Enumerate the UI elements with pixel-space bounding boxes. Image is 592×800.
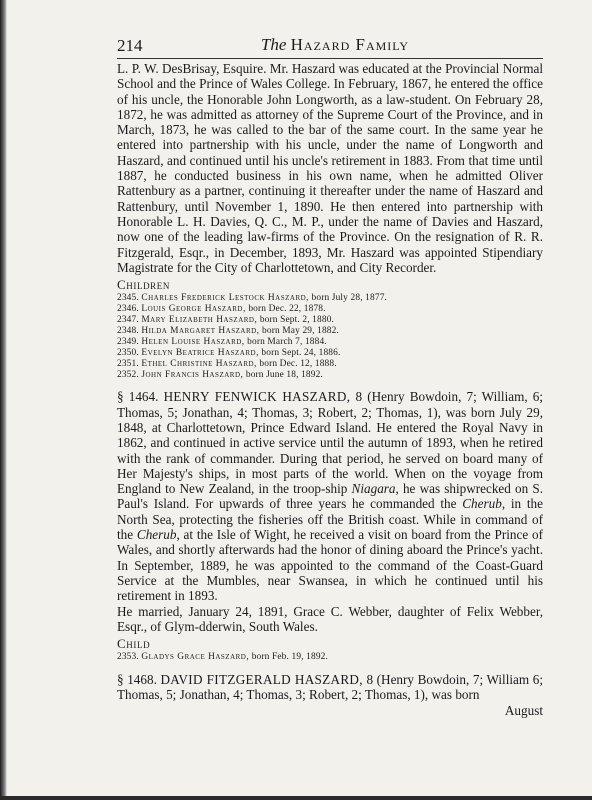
child-birth: born July 28, 1877.	[311, 293, 388, 304]
person-name: HENRY FENWICK HASZARD,	[163, 389, 351, 405]
running-title	[117, 35, 543, 55]
child-entry	[117, 304, 543, 315]
section-marker: § 1468.	[117, 672, 157, 688]
section-1464-paragraph	[117, 389, 543, 603]
child-name: Helen Louise Haszard,	[141, 336, 245, 347]
ship-name: Cherub	[462, 496, 502, 512]
child-name: Hilda Margaret Haszard,	[141, 325, 260, 336]
child-list	[117, 652, 543, 663]
child-birth: born March 7, 1884.	[247, 336, 327, 347]
section-1468	[117, 672, 543, 718]
child-birth: born Sept. 24, 1886.	[261, 347, 341, 358]
child-number: 2348.	[117, 325, 139, 336]
child-birth: born Feb. 19, 1892.	[251, 652, 328, 663]
child-birth: born May 29, 1882.	[262, 325, 339, 336]
header-rule	[117, 58, 543, 59]
page-bottom-edge	[0, 796, 592, 800]
child-entry	[117, 315, 543, 326]
child-entry	[117, 370, 543, 381]
child-number: 2346.	[117, 304, 139, 315]
intro-paragraph: L. P. W. DesBrisay, Esquire. Mr. Haszard was educated at the Provincial Normal School and the Prince of Wales College. In February, 1867, he entered the office of his uncle, the Honorable John Longworth, as a law-student. On February 28, 1872, he was admitted as attorney of the Supreme Court of the Province, and in March, 1873, he was called to the bar of the same court. In the same year he entered into partnership with his uncle, under the name of Longworth and Haszard, and continued until his uncle's retirement in 1883. From that time until 1887, he conducted business in his own name, when he admitted Oliver Rattenbury as a partner, continuing it thereafter under the name of Haszard and Rattenbury, until November 1, 1890. He then entered into partnership with Honorable L. H. Davies, Q. C., M. P., under the name of Davies and Haszard, now one of the leading law-firms of the Province. On the resignation of R. R. Fitzgerald, Esqr., in December, 1893, Mr. Haszard was appointed Stipendiary Magistrate for the City of Charlottetown, and City Recorder.	[117, 61, 543, 275]
running-title-family: Hazard Family	[290, 35, 410, 54]
child-entry	[117, 348, 543, 359]
page-number: 214	[117, 36, 143, 55]
ship-name: Cherub	[136, 527, 177, 543]
child-number: 2351.	[117, 358, 139, 369]
child-number: 2345.	[117, 293, 139, 304]
running-header	[117, 36, 543, 58]
page-shadow-edge	[0, 0, 7, 800]
children-list	[117, 293, 543, 380]
child-entry	[117, 337, 543, 348]
page-body	[117, 61, 543, 718]
child-entry	[117, 359, 543, 370]
section-marker: § 1464.	[117, 389, 159, 405]
ship-name: Niagara	[351, 481, 396, 497]
child-entry	[117, 293, 543, 304]
running-title-the: The	[260, 35, 287, 54]
child-number: 2350.	[117, 347, 139, 358]
child-birth: born Dec. 12, 1888.	[259, 358, 337, 369]
child-number: 2352.	[117, 369, 139, 380]
section-text: 8 (Henry Bowdoin, 7; William, 6; Thomas, 5; Jonathan, 4; Thomas, 3; Robert, 2; Thomas, 1), was born July 29, 1848, at Charlottetown, Prince Edward Island. He entered the Royal Navy in 1862, and continued in active service until the autumn of 1893, when he retired with the rank of commander. During that period, he served on board many of Her Majesty's ships, in most parts of the world. When on the voyage from England to New Zealand, in the troop-ship	[117, 389, 544, 497]
section-1464	[117, 389, 543, 663]
child-name: Charles Frederick Lestock Haszard,	[141, 293, 310, 304]
children-heading: Children	[117, 277, 170, 293]
child-number: 2347.	[117, 314, 139, 325]
child-name: Louis George Haszard,	[141, 304, 246, 315]
section-text: , he was shipwrecked on S. Paul's Island. For upwards of three years he commanded the	[117, 481, 544, 512]
child-name: Evelyn Beatrice Haszard,	[141, 347, 259, 358]
marriage-paragraph: He married, January 24, 1891, Grace C. Webber, daughter of Felix Webber, Esqr., of Glym-dderwin, South Wales.	[117, 603, 543, 634]
child-name: Mary Elizabeth Haszard,	[141, 314, 258, 325]
section-1468-paragraph	[117, 672, 543, 703]
section-text: 8 (Henry Bowdoin, 7; William 6; Thomas, 5; Jonathan, 4; Thomas, 3; Robert, 2; Thomas, 1), was born	[117, 672, 544, 703]
child-heading: Child	[117, 636, 151, 652]
child-entry	[117, 326, 543, 337]
section-text: , in the North Sea, protecting the fisheries off the British coast. While in command of the	[117, 496, 543, 543]
child-name: John Francis Haszard,	[141, 369, 244, 380]
child-birth: born Sept. 2, 1880.	[259, 314, 335, 325]
child-name: Gladys Grace Haszard,	[141, 652, 250, 663]
child-birth: born June 18, 1892.	[245, 369, 323, 380]
child-number: 2353.	[117, 652, 139, 663]
person-name: DAVID FITZGERALD HASZARD,	[160, 672, 363, 688]
child-name: Ethel Christine Haszard,	[141, 358, 257, 369]
child-entry	[117, 652, 543, 663]
child-number: 2349.	[117, 336, 139, 347]
child-birth: born Dec. 22, 1878.	[248, 304, 326, 315]
catchword: August	[504, 702, 543, 718]
section-text: , at the Isle of Wight, he received a visit on board from the Prince of Wales, and shortly afterwards had the honor of dining aboard the Prince's yacht. In September, 1889, he was appointed to the command of the Coast-Guard Service at the Mumbles, near Swansea, in which he continued until his retirement in 1893.	[117, 527, 543, 604]
